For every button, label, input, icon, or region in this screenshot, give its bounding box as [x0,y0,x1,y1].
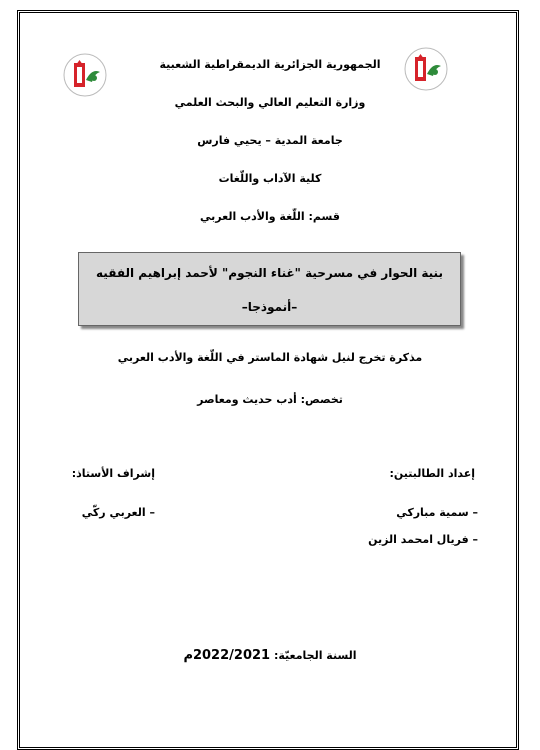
specialty: تخصص: أدب حديث ومعاصر [197,393,343,406]
student-name: – فريال امحمد الزين [368,533,478,546]
thesis-title: بنية الحوار في مسرحية "غناء النجوم" لأحمد إبراهيم الفقيه [96,266,443,280]
university-logo-icon [403,46,449,92]
republic-name: الجمهورية الجزائرية الديمقراطية الشعبية [159,58,381,71]
student-name: – سمية مباركي [396,506,478,519]
ministry-name: وزارة التعليم العالي والبحث العلمي [174,96,366,109]
thesis-title-box [78,252,461,326]
supervisor-name: – العربي ركّي [81,506,155,519]
university-logo-icon [62,52,108,98]
thesis-subtitle: –أنموذجا– [241,300,298,314]
thesis-note: مذكرة تخرج لنيل شهادة الماستر في اللّغة والأدب العربي [117,351,423,364]
faculty-name: كلية الآداب واللّغات [218,172,322,185]
page-border [17,10,519,750]
academic-year-label: السنة الجامعيّة: [273,649,357,662]
department-name: قسم: اللّغة والأدب العربي [200,210,340,223]
supervisor-heading: إشراف الأستاذ: [71,467,155,480]
students-heading: إعداد الطالبتين: [389,467,475,480]
university-name: جامعة المدية – يحيي فارس [197,134,343,147]
academic-year [100,648,440,663]
academic-year-value: 2022/2021م [183,648,271,663]
